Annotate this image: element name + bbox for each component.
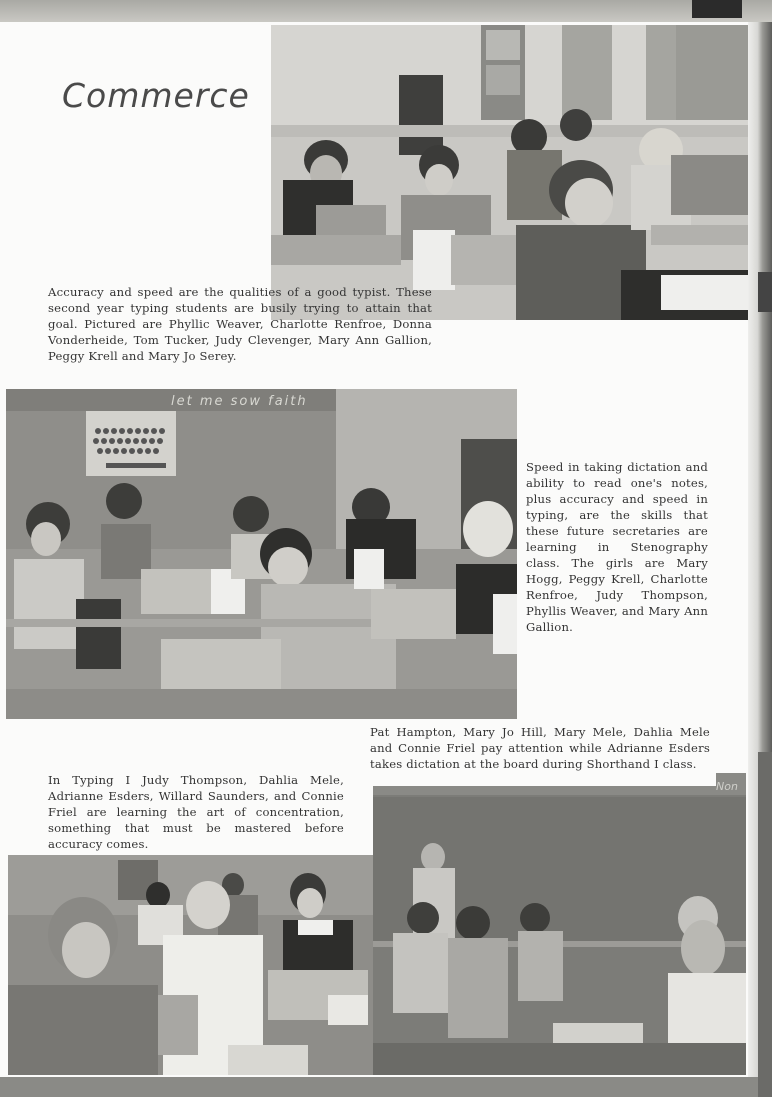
photo-typing-class bbox=[271, 25, 748, 320]
edge-shadow bbox=[758, 752, 772, 1097]
page-edge bbox=[748, 22, 772, 1077]
edge-shadow bbox=[758, 272, 772, 312]
caption-typing: Accuracy and speed are the qualities of a good typist. These second year typing students are busily trying to attain that goal. Pictured are Phyllic Weaver, Charlotte Renfroe, Donna Vonderheide, Tom Tucker, Judy Clevenger, Mary Ann Gallion, Peggy Krell and Mary Jo Serey. bbox=[48, 285, 432, 363]
banner-text: let me sow faith bbox=[171, 394, 308, 409]
caption-typing-i: In Typing I Judy Thompson, Dahlia Mele, Adrianne Esders, Willard Saunders, and Connie Friel are learning the art of concentration, something that must be mastered before accuracy comes. bbox=[48, 773, 344, 851]
scan-top-border bbox=[0, 0, 772, 22]
caption-shorthand: Pat Hampton, Mary Jo Hill, Mary Mele, Dahlia Mele and Connie Friel pay attention while Adrianne Esders takes dictation at the board during Shorthand I class. bbox=[370, 725, 710, 771]
caption-stenography: Speed in taking dictation and ability to read one's notes, plus accuracy and speed in typing, are the skills that these future secretaries are learning in Stenography class. The girls are Mary Hogg, Peggy Krell, Charlotte Renfroe, Judy Thompson, Phyllis Weaver, and Mary Ann Gallion. bbox=[526, 460, 708, 634]
photo-stenography-class bbox=[6, 389, 517, 719]
board-text: Non bbox=[716, 780, 738, 793]
photo-typing-i-class bbox=[8, 855, 373, 1075]
photo-shorthand-class bbox=[373, 773, 746, 1075]
page-title: Commerce bbox=[62, 76, 250, 115]
scan-shadow bbox=[692, 0, 742, 18]
